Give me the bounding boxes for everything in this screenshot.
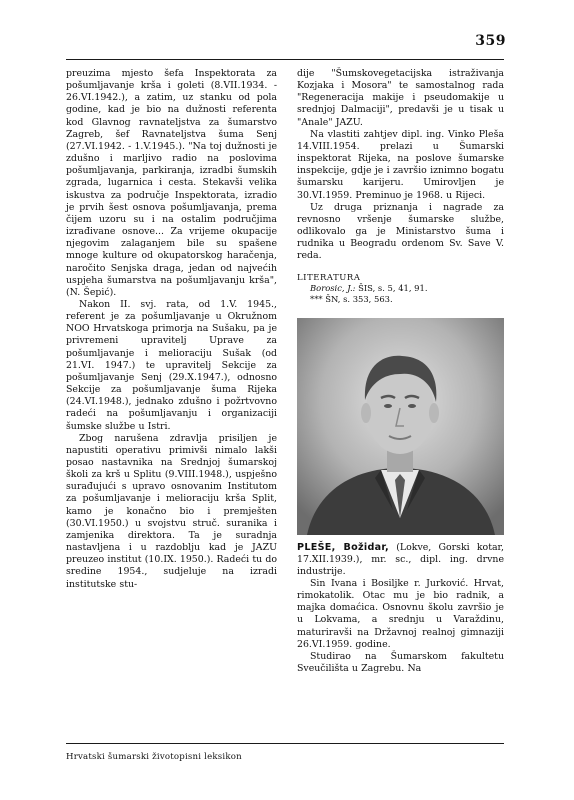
footer-rule [66, 743, 504, 744]
biography-name: PLEŠE, Božidar, [297, 541, 389, 553]
literature-ref: *** ŠN, s. 353, 563. [310, 293, 393, 304]
right-paragraph-2: Na vlastiti zahtjev dipl. ing. Vinko Pleša 14.VIII.1954. prelazi u Šumarski inspektorat Rijeka, na poslove šumarske inspekcije, gdje je i završio iznimno bogatu šumarsku karijeru. Umirovljen je 30.VI.1959. Preminuo je 1968. u Rijeci. [297, 128, 504, 201]
literature-entry [297, 283, 504, 294]
right-column [297, 68, 504, 675]
literature-ref: ŠIS, s. 5, 41, 91. [358, 282, 428, 293]
left-paragraph-1: preuzima mjesto šefa Inspektorata za pošumljavanje krša i goleti (8.VII.1934. - 26.VI.1942.), a zatim, uz stanku od pola godine, kad je bio na dužnosti referenta kod Glavnog ravnateljstva za šumarstvo Zagreb, šef Ravnateljstva šuma Senj (27.VI.1942. - 1.V.1945.). "Na toj dužnosti je zdušno i marljivo radio na poslovima pošumljavanja, parkiranja, izradbi šumskih zgrada, lugarnica i cesta. Stekavši velika iskustva za područje Inspektorata, izradio je prvih šest osnova pošumljavanja, prema čijem uzoru su i na ostalim područjima izrađivane osnove... Za vrijeme okupacije njegovim zalaganjem bile su spašene mnoge kulture od okupatorskog haračenja, naročito Senjska draga, jedan od najvećih uspjeha šumarstva na pošumljavanju krša", (N. Šepić). [66, 68, 277, 298]
portrait-icon [297, 318, 504, 535]
biography-paragraph-1: Sin Ivana i Bosiljke r. Jurković. Hrvat, rimokatolik. Otac mu je bio radnik, a majka domaćica. Osnovnu školu završio je u Lokvama, a srednju u Varaždinu, maturiravši na Državnoj realnoj gimnaziji 26.VI.1959. godine. [297, 577, 504, 650]
portrait-photo [297, 318, 504, 535]
page-number: 359 [475, 33, 506, 49]
left-paragraph-3: Zbog narušena zdravlja prisiljen je napustiti operativu primivši nimalo lakši posao nastavnika na Srednjoj šumarskoj školi za krš u Splitu (9.VIII.1948.), uspješno surađujući s upravo osnovanim Institutom za pošumljavanje i melioraciju krša Split, kamo je konačno bio i premješten (30.VI.1950.) u svojstvu struč. suranika i zamjenika direktora. Ta je suradnja nastavljena i u razdoblju kad je JAZU preuzeo institut (10.IX. 1950.). Radeći tu do sredine 1954., sudjeluje na izradi institutske stu- [66, 432, 277, 590]
literature-author: Borosic, J.: [310, 282, 356, 293]
biography-intro-text: (Lokve, Gorski kotar, 17.XII.1939.), mr. sc., dipl. ing. drvne industrije. [297, 541, 504, 577]
literature-entry [297, 294, 504, 305]
footer-text: Hrvatski šumarski životopisni leksikon [66, 752, 242, 762]
left-paragraph-2: Nakon II. svj. rata, od 1.V. 1945., referent je za pošumljavanje u Okružnom NOO Hrvatskoga primorja na Sušaku, pa je privremeni upravitelj Uprave za pošumljavanje i melioraciju Sušak (od 21.VI. 1947.) te upravitelj Sekcije za pošumljavanje Senj (29.X.1947.), odnosno Sekcije za pošumljavanje šuma Rijeka (24.VI.1948.), jednako zdušno i požrtvovno radeći na pošumljavanju i organizaciji šumske službe u Istri. [66, 298, 277, 432]
literature-section [297, 272, 504, 305]
biography-intro [297, 542, 504, 578]
header-rule [66, 59, 504, 60]
right-paragraph-3: Uz druga priznanja i nagrade za revnosno vršenje šumarske službe, odlikovalo ga je Ministarstvo šuma i rudnika u Beogradu ordenom Sv. Save V. reda. [297, 201, 504, 262]
literature-heading: LITERATURA [297, 271, 361, 282]
left-column [66, 68, 277, 591]
biography-paragraph-2: Studirao na Šumarskom fakultetu Sveučilišta u Zagrebu. Na [297, 650, 504, 675]
right-paragraph-1: dije "Šumskovegetacijska istraživanja Kozjaka i Mosora" te samostalnog rada "Regeneracija makije i pseudomakije u srednjoj Dalmaciji", predavši je u tisak u "Anale" JAZU. [297, 68, 504, 128]
